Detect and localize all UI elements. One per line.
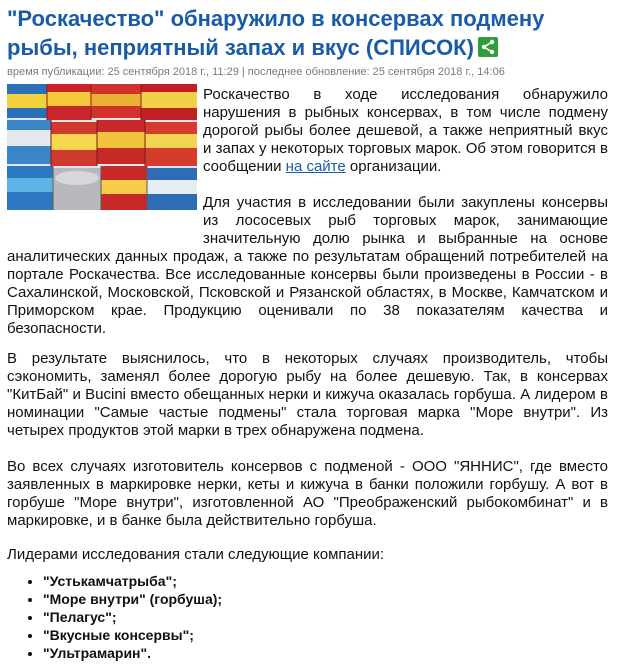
paragraph-4: Во всех случаях изготовитель консервов с подменой - ООО "ЯННИС", где вместо заявленных в маркировке нерки, кеты и кижуча в банки положили горбушу. А вот в горбуше "Море внутри", изготовленной АО "Преображенский рыбокомбинат" и в маркировке, и в банке была действительно горбуша.	[7, 458, 608, 529]
list-item: • "Ультрамарин".	[43, 644, 222, 662]
list-item: • "Вкусные консервы";	[43, 626, 222, 644]
leaders-list	[7, 572, 222, 662]
paragraph-5: Лидерами исследования стали следующие компании:	[7, 546, 385, 563]
article-title-text: "Роскачество" обнаружило в консервах подмену рыбы, неприятный запах и вкус (СПИСОК)	[7, 6, 545, 60]
paragraph-1-tail: организации.	[345, 158, 442, 175]
share-icon[interactable]	[478, 37, 498, 57]
paragraph-2-text: Для участия в исследовании были закуплены консервы из лососевых рыб торговых марок, занимающие значительную долю рынка и выбранные на основе аналитических данных продаж, а также по результатам обращений потребителей на портале Роскачества. Все исследованные консервы были произведены в России - в Сахалинской, Московской, Псковской и Рязанской областях, в Москве, Камчатском и Приморском крае. Продукцию оценивали по 38 показателям качества и безопасности.	[7, 194, 608, 337]
list-item: • "Устькамчатрыба";	[43, 572, 222, 590]
paragraph-1-text: Роскачество в ходе исследования обнаружило нарушения в рыбных консервах, в том числе подмену дорогой рыбы более дешевой, а также неприятный вкус и запах у некоторых торговых марок. Об этом говорится в сообщении	[203, 86, 608, 175]
paragraph-2	[7, 194, 608, 338]
photo-spacer-2	[7, 194, 203, 232]
article-title	[7, 4, 611, 62]
paragraph-3: В результате выяснилось, что в некоторых случаях производитель, чтобы сэкономить, заменял более дорогую рыбу на более дешевую. Так, в консервах "КитБай" и Bucini вместо обещанных нерки и кижуча оказалась горбуша. А лидером в номинации "Самые частые подмены" стала торговая марка "Море внутри". Из четырех продуктов этой марки в трех обнаружена подмена.	[7, 350, 608, 439]
list-item: • "Пелагус";	[43, 608, 222, 626]
publication-meta: время публикации: 25 сентября 2018 г., 11:29 | последнее обновление: 25 сентября 2018 г., 14:06	[7, 66, 505, 78]
site-link[interactable]: на сайте	[285, 158, 346, 175]
list-item: • "Море внутри" (горбуша);	[43, 590, 222, 608]
